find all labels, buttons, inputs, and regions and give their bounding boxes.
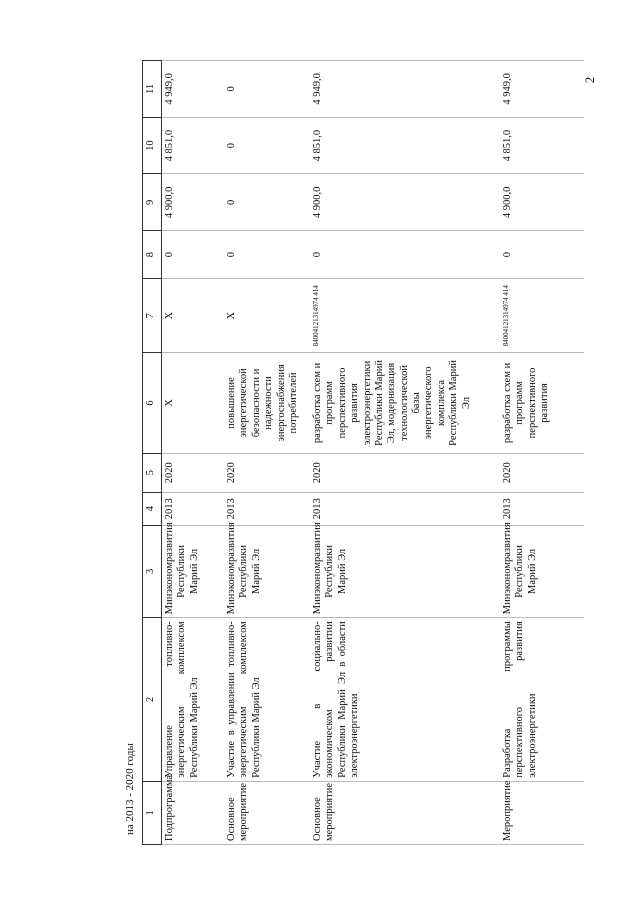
cell-col10: 4 851,0 <box>500 117 584 174</box>
cell-code: X <box>162 279 225 353</box>
col-header: 7 <box>143 279 162 353</box>
cell-col11: 0 <box>224 61 310 118</box>
rotated-table-page <box>120 60 620 845</box>
col-header: 6 <box>143 353 162 453</box>
cell-type: Мероприятие <box>500 781 584 844</box>
cell-col10: 4 851,0 <box>162 117 225 174</box>
cell-col9: 0 <box>224 174 310 231</box>
col-header: 4 <box>143 492 162 525</box>
col-header: 3 <box>143 525 162 618</box>
cell-col10: 4 851,0 <box>310 117 500 174</box>
cell-name: Разработка программы перспективного развития электроэнергетики <box>500 618 584 782</box>
cell-start-year: 2013 <box>500 492 584 525</box>
col-header: 1 <box>143 781 162 844</box>
cell-executor: Минэкономразвития Республики Марий Эл <box>224 525 310 618</box>
col-header: 2 <box>143 618 162 782</box>
col-header: 5 <box>143 453 162 492</box>
header-row <box>143 61 162 845</box>
cell-end-year: 2020 <box>162 453 225 492</box>
cell-result: разработка схем и программ перспективного развития электроэнергетики Республики Марий Эл, модернизация технологической базы энергетического комплекса Республики Марий Эл <box>310 353 500 453</box>
cell-type: Основное мероприятие <box>224 781 310 844</box>
cell-col11: 4 949,0 <box>162 61 225 118</box>
cell-name: Участие в управлении топливно-энергетическим комплексом Республики Марий Эл <box>224 618 310 782</box>
budget-table <box>142 60 584 845</box>
cell-name: Управление топливно-энергетическим комплексом Республики Марий Эл <box>162 618 225 782</box>
cell-code: 84004121314974 414 <box>500 279 584 353</box>
cell-col9: 4 900,0 <box>162 174 225 231</box>
cell-end-year: 2020 <box>224 453 310 492</box>
cell-name: Участие в социально-экономическом развитии Республики Марий Эл в области электроэнергетики <box>310 618 500 782</box>
cell-code: 84004121314974 414 <box>310 279 500 353</box>
cell-code: X <box>224 279 310 353</box>
table-row <box>224 61 310 845</box>
cell-col11: 4 949,0 <box>310 61 500 118</box>
cell-executor: Минэкономразвития Республики Марий Эл <box>310 525 500 618</box>
page-number: 2 <box>582 76 597 84</box>
table-row <box>162 61 225 845</box>
cell-executor: Минэкономразвития Республики Марий Эл <box>162 525 225 618</box>
col-header: 9 <box>143 174 162 231</box>
cell-col8: 0 <box>310 231 500 279</box>
cell-start-year: 2013 <box>224 492 310 525</box>
cell-col8: 0 <box>224 231 310 279</box>
col-header: 11 <box>143 61 162 118</box>
cell-executor: Минэкономразвития Республики Марий Эл <box>500 525 584 618</box>
cell-col8: 0 <box>500 231 584 279</box>
cell-start-year: 2013 <box>310 492 500 525</box>
cell-result: разработка схем и программ перспективного развития <box>500 353 584 453</box>
cell-col10: 0 <box>224 117 310 174</box>
cell-result: X <box>162 353 225 453</box>
cell-end-year: 2020 <box>310 453 500 492</box>
cell-type: Подпрограмма <box>162 781 225 844</box>
cell-start-year: 2013 <box>162 492 225 525</box>
table-row <box>310 61 500 845</box>
cell-end-year: 2020 <box>500 453 584 492</box>
col-header: 8 <box>143 231 162 279</box>
cell-col9: 4 900,0 <box>310 174 500 231</box>
col-header: 10 <box>143 117 162 174</box>
cell-col11: 4 949,0 <box>500 61 584 118</box>
cell-type: Основное мероприятие <box>310 781 500 844</box>
table-row <box>500 61 584 845</box>
cell-result: повышение энергетической безопасности и надежности энергоснабжения потребителей <box>224 353 310 453</box>
table-subtitle: на 2013 - 2020 годы <box>124 743 136 835</box>
cell-col8: 0 <box>162 231 225 279</box>
cell-col9: 4 900,0 <box>500 174 584 231</box>
